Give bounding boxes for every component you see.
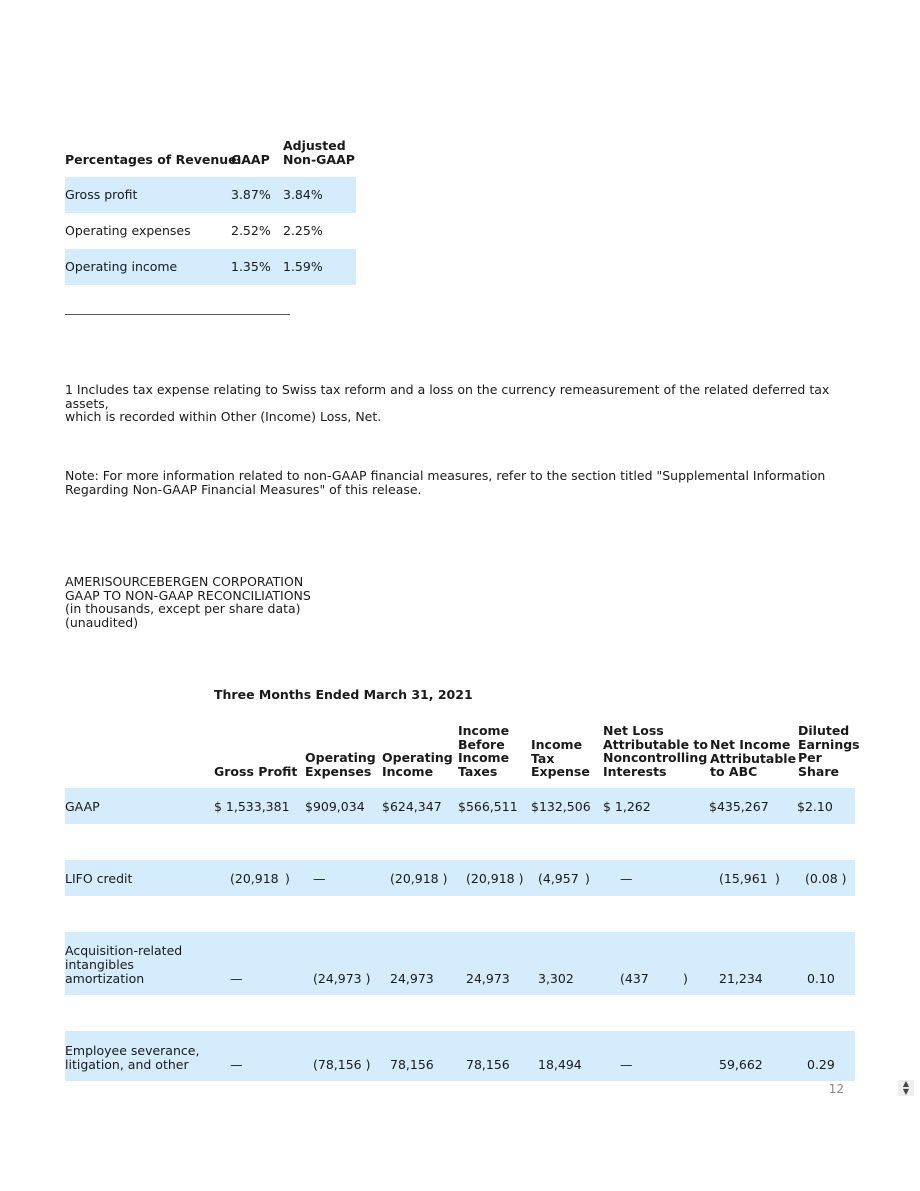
col-net-loss-noncontrolling [603, 724, 708, 778]
recon-row-acquisition-amortization [65, 932, 855, 995]
col-diluted-eps [798, 724, 860, 778]
gross-profit-value: (20,918 [230, 871, 279, 886]
adjusted-value: 2.25% [283, 223, 323, 238]
row-label: Operating expenses [65, 223, 191, 238]
note [65, 469, 855, 496]
income-tax-value: $132,506 [531, 799, 591, 814]
eps-value: 0.29 [807, 1057, 835, 1072]
net-income-value: 59,662 [719, 1057, 763, 1072]
income-before-taxes-value: 24,973 [466, 971, 510, 986]
row-label: GAAP [65, 799, 100, 814]
net-income-value: 21,234 [719, 971, 763, 986]
percentages-row-operating-income [65, 249, 356, 285]
row-label-line: intangibles [65, 957, 134, 972]
recon-row-employee-severance [65, 1031, 855, 1081]
percentages-gaap-header: GAAP [231, 152, 270, 167]
col-income-before-taxes-line: Before [458, 736, 505, 752]
income-before-taxes-value: (20,918 ) [466, 871, 524, 886]
row-label-line: litigation, and other [65, 1057, 189, 1072]
row-label-line: amortization [65, 971, 145, 986]
net-loss-value: — [620, 1057, 633, 1072]
col-income-tax-expense-line: Expense [531, 764, 590, 779]
income-tax-value: 18,494 [538, 1057, 582, 1072]
net-loss-value: $ 1,262 [603, 799, 651, 814]
report-title: GAAP TO NON-GAAP RECONCILIATIONS [65, 587, 311, 603]
col-net-loss-noncontrolling-line: Interests [603, 763, 667, 779]
adjusted-value: 1.59% [283, 259, 323, 274]
operating-income-value: 78,156 [390, 1057, 434, 1072]
net-loss-value: (437 [620, 971, 649, 986]
percentages-title: Percentages of Revenue: [65, 152, 242, 167]
operating-expenses-value: $909,034 [305, 799, 365, 814]
eps-value: 0.10 [807, 971, 835, 986]
recon-row-lifo-credit [65, 860, 855, 896]
company-heading [65, 575, 311, 629]
eps-value: $2.10 [797, 799, 833, 814]
income-tax-value: (4,957 [538, 871, 579, 886]
col-diluted-eps-line: Per [798, 750, 822, 765]
gross-profit-value: $ 1,533,381 [214, 799, 290, 814]
col-net-income-abc-line: Net Income [710, 737, 791, 752]
col-net-income-abc [710, 738, 796, 779]
net-loss-paren: ) [683, 971, 688, 986]
col-operating-income-line: Operating [382, 750, 453, 765]
col-operating-income-line: Income [382, 763, 434, 779]
gross-profit-value: — [230, 971, 243, 986]
report-status: (unaudited) [65, 614, 139, 630]
row-label: Operating income [65, 259, 178, 274]
operating-income-value: 24,973 [390, 971, 434, 986]
col-net-loss-noncontrolling-line: Attributable to [603, 736, 708, 752]
operating-income-value: (20,918 ) [390, 871, 448, 886]
income-before-taxes-value: 78,156 [466, 1057, 510, 1072]
period-title: Three Months Ended March 31, 2021 [214, 687, 473, 702]
income-before-taxes-value: $566,511 [458, 799, 518, 814]
footnote-divider [65, 314, 290, 315]
row-label: LIFO credit [65, 871, 133, 886]
income-tax-paren: ) [585, 871, 590, 886]
updown-arrows-icon: ▲ ▼ [902, 1079, 910, 1096]
adjusted-value: 3.84% [283, 187, 323, 202]
col-gross-profit [214, 765, 297, 779]
net-income-paren: ) [775, 871, 780, 886]
row-label-line: Acquisition-related [65, 943, 183, 958]
operating-expenses-value: (24,973 ) [313, 971, 371, 986]
col-operating-income [382, 751, 453, 778]
gaap-value: 3.87% [231, 187, 271, 202]
eps-value: (0.08 ) [805, 871, 847, 886]
row-label: Gross profit [65, 187, 138, 202]
net-income-value: (15,961 [719, 871, 768, 886]
col-net-income-abc-line: to ABC [710, 764, 758, 779]
col-operating-expenses-line: Operating [305, 750, 376, 765]
net-income-value: $435,267 [709, 799, 769, 814]
note-line-2: Regarding Non-GAAP Financial Measures" of this release. [65, 481, 422, 497]
gaap-value: 2.52% [231, 223, 271, 238]
col-operating-expenses-line: Expenses [305, 763, 372, 779]
page-number: 12 [828, 1082, 844, 1096]
percentages-header [65, 139, 365, 169]
col-gross-profit-line: Gross Profit [214, 764, 298, 779]
col-net-loss-noncontrolling-line: Noncontrolling [603, 750, 708, 765]
income-tax-value: 3,302 [538, 971, 574, 986]
footnote [65, 383, 855, 424]
col-income-tax-expense [531, 738, 590, 779]
percentages-adjusted-header: Adjusted [283, 138, 346, 153]
col-income-before-taxes [458, 724, 509, 778]
percentages-nongaap-header: Non-GAAP [283, 152, 355, 167]
gross-profit-value: — [230, 1057, 243, 1072]
gross-profit-paren: ) [285, 871, 290, 886]
col-income-tax-expense-line: Tax [531, 750, 555, 766]
col-diluted-eps-line: Share [798, 763, 839, 779]
col-net-income-abc-line: Attributable [710, 750, 797, 766]
percentages-row-gross-profit [65, 177, 356, 213]
percentages-row-operating-expenses [65, 213, 356, 249]
col-diluted-eps-line: Diluted [798, 723, 850, 738]
note-line-1: Note: For more information related to non-GAAP financial measures, refer to the section titled "Supplemental Information [65, 468, 826, 483]
footnote-line-2: which is recorded within Other (Income) Loss, Net. [65, 409, 382, 424]
scroll-updown-button[interactable] [898, 1080, 914, 1096]
report-units: (in thousands, except per share data) [65, 601, 301, 616]
col-income-before-taxes-line: Income [458, 723, 510, 738]
net-loss-value: — [620, 871, 633, 886]
row-label-line: Employee severance, [65, 1043, 200, 1058]
col-income-before-taxes-line: Taxes [458, 763, 498, 779]
gaap-value: 1.35% [231, 259, 271, 274]
col-operating-expenses [305, 751, 376, 778]
col-net-loss-noncontrolling-line: Net Loss [603, 723, 664, 738]
company-name: AMERISOURCEBERGEN CORPORATION [65, 574, 304, 589]
col-income-before-taxes-line: Income [458, 750, 510, 765]
col-income-tax-expense-line: Income [531, 737, 583, 752]
col-diluted-eps-line: Earnings [798, 736, 860, 752]
operating-expenses-value: (78,156 ) [313, 1057, 371, 1072]
footnote-line-1: 1 Includes tax expense relating to Swiss tax reform and a loss on the currency remeasurement of the related deferred tax assets, [65, 382, 830, 411]
operating-income-value: $624,347 [382, 799, 442, 814]
operating-expenses-value: — [313, 871, 326, 886]
recon-row-gaap [65, 788, 855, 824]
